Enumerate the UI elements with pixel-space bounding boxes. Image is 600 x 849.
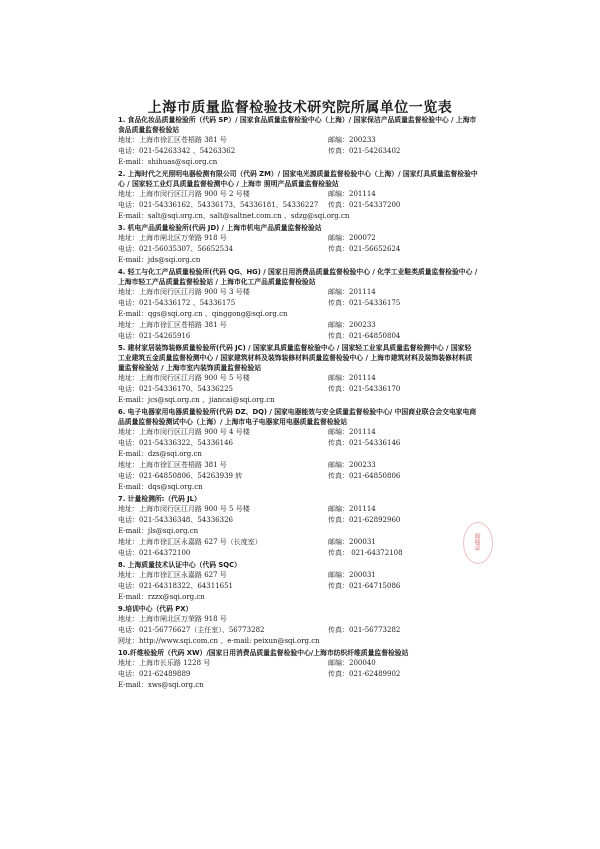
org-list [118, 114, 478, 691]
contact-email-row [118, 255, 478, 266]
contact-left: 电话：021-64372100 [118, 549, 191, 557]
org-block [118, 494, 478, 559]
contact-row [118, 244, 478, 255]
contact-row [118, 438, 478, 449]
contact-left: 电话：021-54336162、54336173、54336181、54336227 [118, 201, 319, 209]
org-block [118, 267, 478, 342]
contact-row [118, 504, 478, 515]
page-title: 上海市质量监督检验技术研究院所属单位一览表 [147, 100, 453, 116]
contact-email-row [118, 449, 478, 460]
contact-left: 电话：021-62489889 [118, 670, 191, 678]
org-heading: 8. 上海质量技术认证中心（代码 SQC） [118, 561, 241, 569]
contact-left: E-mail：rzzx@sqi.org.cn [118, 593, 205, 601]
contact-left: E-mail：jcs@sqi.org.cn 、jiancai@sqi.org.cn [118, 396, 275, 404]
contact-row [118, 537, 478, 548]
contact-right: 邮编：200040 [328, 659, 376, 667]
contact-left: 地址：上海市闵行区江月路 900 号 2 号楼 [118, 190, 250, 198]
contact-left: 地址：上海市徐汇区苍梧路 381 号 [118, 321, 227, 329]
org-block [118, 560, 478, 603]
contact-left: 电话：021-54265916 [118, 332, 191, 340]
contact-email-row [118, 395, 478, 406]
contact-row [118, 625, 478, 636]
contact-left: E-mail：dzs@sqi.org.cn [118, 450, 202, 458]
contact-left: 电话：021-54336172 、54336175 [118, 299, 236, 307]
contact-right: 传真：021-64715086 [328, 582, 401, 590]
contact-left: 地址：上海市闵行区江月路 900 号 3 号楼 [118, 288, 250, 296]
contact-email-row [118, 592, 478, 603]
contact-row [118, 189, 478, 200]
org-heading: 1. 食品化妆品质量检验所（代码 SP）/ 国家食品质量监督检验中心（上海）/ 国家保洁产品质量监督检验中心 / 上海市食品质量监督检验站 [118, 116, 477, 134]
contact-left: 地址：上海市徐汇区永嘉路 627 号 [118, 571, 227, 579]
contact-left: 地址：上海市闵行区江月路 900 号 4 号楼 [118, 428, 250, 436]
seal-stamp-text: 骑缝章 [473, 533, 480, 551]
contact-row [118, 373, 478, 384]
contact-left: 地址：上海市闸北区万荣路 918 号 [118, 234, 227, 242]
contact-left: 地址：上海市闵行区江月路 900 号 5 号楼 [118, 374, 250, 382]
contact-left: 地址：上海市闵行区江月路 900 号 5 号楼 [118, 505, 250, 513]
contact-left: E-mail：qgs@sqi.org.cn 、qinggong@sqi.org.cn [118, 310, 288, 318]
contact-left: 地址：上海市长乐路 1228 号 [118, 659, 211, 667]
contact-email-row [118, 680, 478, 691]
contact-row [118, 669, 478, 680]
contact-row [118, 427, 478, 438]
contact-right: 邮编：201114 [328, 505, 376, 513]
contact-left: E-mail：dqs@sqi.org.cn [118, 483, 203, 491]
contact-right: 邮编：200031 [328, 538, 376, 546]
org-heading: 5. 建材家居装饰装修质量检验所(代码 JC) / 国家家具质量监督检验中心 / 国家轻工业家具质量监督检测中心 / 国家轻工业建筑五金质量监督检测中心 / 国家建筑材料及装饰装修材料质量监督检验中心 / 上海市建筑材料及装饰装修材料质量监督检验站 / 上海市室内装饰质量监督检验站 [118, 344, 473, 372]
contact-right: 邮编：200233 [328, 461, 376, 469]
contact-left: 电话：021-54263342 、54263362 [118, 147, 236, 155]
contact-right: 邮编：201114 [328, 288, 376, 296]
contact-right: 传真：021-64850804 [328, 332, 401, 340]
org-heading: 6. 电子电器家用电器质量检验所(代码 DZ、DQ) / 国家电器能效与安全质量监督检验中心/ 中国商业联合会交电家电商品质量监督检验测试中心（上海）/ 上海市电子电器家用电器质量监督检验站 [118, 408, 477, 426]
contact-left: E-mail：jds@sqi.org.cn [118, 256, 201, 264]
contact-left: 电话：021-64318322、64311651 [118, 582, 233, 590]
contact-email-row [118, 526, 478, 537]
contact-right: 传真：021-62892960 [328, 516, 401, 524]
org-block [118, 648, 478, 691]
org-heading: 3. 机电产品质量检验所(代码 JD) / 上海市机电产品质量监督检验站 [118, 224, 322, 232]
contact-right: 传真：021-54337200 [328, 201, 401, 209]
org-block [118, 169, 478, 222]
contact-right: 传真：021-56773282 [328, 626, 401, 634]
contact-right: 邮编：200233 [328, 321, 376, 329]
contact-row [118, 515, 478, 526]
contact-row [118, 658, 478, 669]
contact-right: 邮编：200072 [328, 234, 376, 242]
contact-left: 电话：021-56776627（主任室）、56773282 [118, 626, 265, 634]
contact-email-row [118, 309, 478, 320]
contact-right: 传真：021-54336146 [328, 439, 401, 447]
contact-row [118, 298, 478, 309]
contact-row [118, 320, 478, 331]
contact-email-row [118, 636, 478, 647]
contact-left: E-mail：jls@sqi.org.cn [118, 527, 199, 535]
org-block [118, 115, 478, 168]
contact-row [118, 287, 478, 298]
contact-right: 传真：021-64850806 [328, 472, 401, 480]
contact-email-row [118, 211, 478, 222]
contact-row [118, 135, 478, 146]
contact-left: 网址：http://www.sqi.com.cn 、e-mail: peixun@sqi.org.cn [118, 637, 320, 645]
contact-left: 电话：021-64850806、54263939 转 [118, 472, 243, 480]
org-block [118, 343, 478, 406]
org-heading: 9.培训中心（代码 PX） [118, 605, 193, 613]
org-heading: 2. 上海时代之光照明电器检测有限公司（代码 ZM）/ 国家电光源质量监督检验中心（上海）/ 国家灯具质量监督检验中心 / 国家轻工业灯具质量监督检测中心 / 上海市 照明产品质量监督检验站 [118, 170, 478, 188]
contact-email-row [118, 157, 478, 168]
org-block [118, 604, 478, 647]
contact-left: 电话：021-54336170、54336225 [118, 385, 233, 393]
contact-row [118, 146, 478, 157]
contact-email-row [118, 482, 478, 493]
contact-left: 地址：上海市闸北区万荣路 918 号 [118, 615, 227, 623]
contact-right: 传真：021-54336175 [328, 299, 401, 307]
contact-row [118, 384, 478, 395]
contact-left: 电话：021-54336322、54336146 [118, 439, 233, 447]
org-heading: 4. 轻工与化工产品质量检验所(代码 QG、HG) / 国家日用消费品质量监督检验中心 / 化学工业鞋类质量监督检验中心 / 上海市轻工产品质量监督检验站 / 上海市化工产品质量监督检验站 [118, 268, 478, 286]
contact-left: E-mail：xws@sqi.org.cn [118, 681, 204, 689]
contact-left: 电话：021-54336348、54336326 [118, 516, 233, 524]
org-block [118, 407, 478, 493]
contact-right: 邮编：201114 [328, 190, 376, 198]
contact-row [118, 548, 478, 559]
contact-row [118, 460, 478, 471]
contact-left: 地址：上海市徐汇区苍梧路 381 号 [118, 461, 227, 469]
contact-right: 邮编：200031 [328, 571, 376, 579]
contact-right: 传真：021-62489902 [328, 670, 401, 678]
contact-right: 邮编：201114 [328, 428, 376, 436]
contact-left: 电话：021-56035307、56652534 [118, 245, 233, 253]
contact-right: 邮编：200233 [328, 136, 376, 144]
contact-right: 传真：021-54336170 [328, 385, 401, 393]
org-block [118, 223, 478, 266]
contact-row [118, 200, 478, 211]
org-heading: 10.纤维检验所（代码 XW）/国家日用消费品质量监督检验中心/上海市纺织纤维质量监督检验站 [118, 649, 409, 657]
contact-left: 地址：上海市徐汇区苍梧路 381 号 [118, 136, 227, 144]
contact-row [118, 570, 478, 581]
contact-right: 传真： 021-64372108 [328, 549, 403, 557]
contact-row [118, 331, 478, 342]
contact-row [118, 581, 478, 592]
contact-row [118, 614, 478, 625]
contact-left: E-mail：shihuas@sqi.org.cn [118, 158, 218, 166]
contact-right: 邮编：201114 [328, 374, 376, 382]
contact-left: E-mail：salt@sqi.org.cn、salt@saltnet.com.cn 、sdzg@sqi.org.cn [118, 212, 350, 220]
org-heading: 7. 计量检测所:（代码 JL） [118, 495, 201, 503]
contact-right: 传真：021-56652624 [328, 245, 401, 253]
contact-row [118, 233, 478, 244]
contact-row [118, 471, 478, 482]
contact-left: 地址：上海市徐汇区永嘉路 627 号（长度室） [118, 538, 262, 546]
contact-right: 传真：021-54263402 [328, 147, 401, 155]
